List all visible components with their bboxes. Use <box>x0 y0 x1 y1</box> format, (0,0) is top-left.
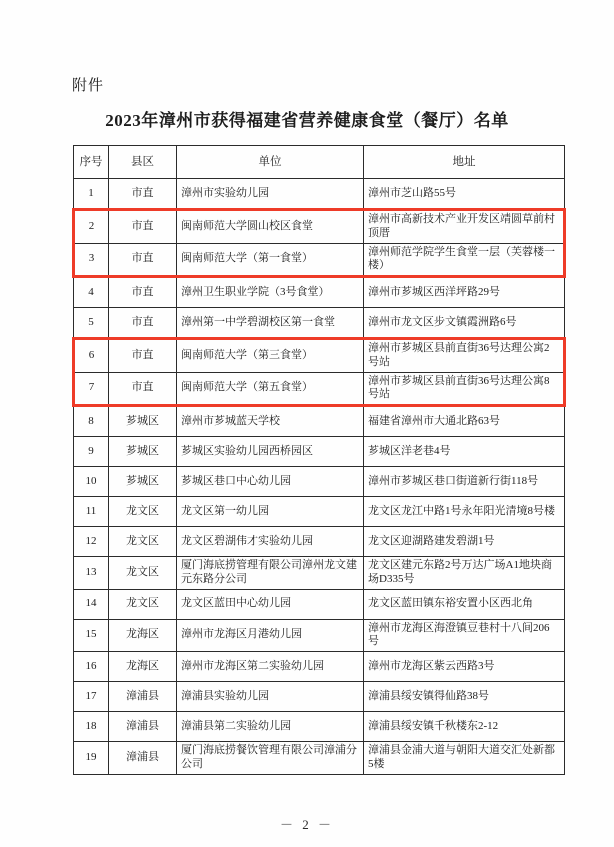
cell-address: 漳州市龙文区步文镇霞洲路6号 <box>364 308 565 339</box>
cell-no: 11 <box>74 497 109 527</box>
cell-no: 3 <box>74 243 109 277</box>
table-body <box>74 179 565 775</box>
cell-no: 12 <box>74 527 109 557</box>
table-row <box>74 437 565 467</box>
cell-unit: 闽南师范大学圆山校区食堂 <box>177 210 364 244</box>
cell-no: 1 <box>74 179 109 210</box>
cell-no: 6 <box>74 339 109 373</box>
column-header-unit: 单位 <box>177 146 364 179</box>
table-row <box>74 589 565 619</box>
cell-district: 漳浦县 <box>109 682 177 712</box>
cell-no: 18 <box>74 712 109 742</box>
cell-address: 龙文区迎湖路建发碧湖1号 <box>364 527 565 557</box>
table-row <box>74 712 565 742</box>
cell-address: 漳浦县绥安镇千秋楼东2-12 <box>364 712 565 742</box>
cell-district: 漳浦县 <box>109 712 177 742</box>
cell-district: 市直 <box>109 308 177 339</box>
cell-district: 市直 <box>109 372 177 406</box>
cell-district: 市直 <box>109 243 177 277</box>
cell-no: 7 <box>74 372 109 406</box>
cell-unit: 龙文区碧湖伟才实验幼儿园 <box>177 527 364 557</box>
cell-address: 福建省漳州市大通北路63号 <box>364 406 565 437</box>
cell-address: 龙文区建元东路2号万达广场A1地块商场D335号 <box>364 557 565 590</box>
cell-address: 龙文区蓝田镇东裕安置小区西北角 <box>364 589 565 619</box>
cell-address: 漳州市芗城区县前直街36号达理公寓2号站 <box>364 339 565 373</box>
cell-district: 龙文区 <box>109 497 177 527</box>
cell-unit: 闽南师范大学（第一食堂） <box>177 243 364 277</box>
cell-unit: 漳州市芗城蓝天学校 <box>177 406 364 437</box>
table-row <box>74 527 565 557</box>
cell-unit: 厦门海底捞餐饮管理有限公司漳浦分公司 <box>177 742 364 775</box>
column-header-no: 序号 <box>74 146 109 179</box>
table-row <box>74 619 565 652</box>
cell-unit: 漳州卫生职业学院（3号食堂） <box>177 277 364 308</box>
cell-no: 5 <box>74 308 109 339</box>
table-row <box>74 467 565 497</box>
cell-no: 9 <box>74 437 109 467</box>
cell-unit: 芗城区实验幼儿园西桥园区 <box>177 437 364 467</box>
cell-address: 漳州市芗城区西洋坪路29号 <box>364 277 565 308</box>
cell-no: 4 <box>74 277 109 308</box>
cell-district: 芗城区 <box>109 437 177 467</box>
page-number: － 2 － <box>279 817 334 832</box>
cell-district: 市直 <box>109 210 177 244</box>
cell-no: 16 <box>74 652 109 682</box>
attachment-label: 附件 <box>72 78 105 94</box>
table-header-row <box>74 146 565 179</box>
cell-address: 漳州市芝山路55号 <box>364 179 565 210</box>
table-row <box>74 372 565 406</box>
cell-district: 龙文区 <box>109 589 177 619</box>
cell-no: 2 <box>74 210 109 244</box>
table-row <box>74 308 565 339</box>
cell-unit: 漳州市龙海区第二实验幼儿园 <box>177 652 364 682</box>
page-title: 2023年漳州市获得福建省营养健康食堂（餐厅）名单 <box>105 111 509 130</box>
cell-district: 市直 <box>109 339 177 373</box>
cell-unit: 厦门海底捞管理有限公司漳州龙文建元东路分公司 <box>177 557 364 590</box>
cell-unit: 漳州第一中学碧湖校区第一食堂 <box>177 308 364 339</box>
column-header-district: 县区 <box>109 146 177 179</box>
cell-district: 龙海区 <box>109 652 177 682</box>
table-row <box>74 742 565 775</box>
cell-address: 漳浦县绥安镇得仙路38号 <box>364 682 565 712</box>
cell-no: 19 <box>74 742 109 775</box>
cell-unit: 闽南师范大学（第五食堂） <box>177 372 364 406</box>
cell-no: 17 <box>74 682 109 712</box>
table-row <box>74 243 565 277</box>
cell-address: 龙文区龙江中路1号永年阳光清境8号楼 <box>364 497 565 527</box>
cell-district: 市直 <box>109 277 177 308</box>
cell-no: 14 <box>74 589 109 619</box>
cell-unit: 龙文区第一幼儿园 <box>177 497 364 527</box>
cell-no: 10 <box>74 467 109 497</box>
table-row <box>74 652 565 682</box>
cell-district: 龙海区 <box>109 619 177 652</box>
cell-no: 15 <box>74 619 109 652</box>
cell-address: 漳州市龙海区海澄镇豆巷村十八间206号 <box>364 619 565 652</box>
cell-unit: 漳州市龙海区月港幼儿园 <box>177 619 364 652</box>
cell-address: 漳州市芗城区县前直街36号达理公寓8号站 <box>364 372 565 406</box>
cell-district: 芗城区 <box>109 406 177 437</box>
canteen-table <box>72 145 566 775</box>
cell-address: 漳州市高新技术产业开发区靖圆草前村顶厝 <box>364 210 565 244</box>
cell-unit: 漳浦县第二实验幼儿园 <box>177 712 364 742</box>
cell-address: 漳浦县金浦大道与朝阳大道交汇处新都5楼 <box>364 742 565 775</box>
cell-unit: 龙文区蓝田中心幼儿园 <box>177 589 364 619</box>
cell-district: 市直 <box>109 179 177 210</box>
cell-address: 芗城区洋老巷4号 <box>364 437 565 467</box>
column-header-address: 地址 <box>364 146 565 179</box>
table-row <box>74 557 565 590</box>
cell-district: 龙文区 <box>109 527 177 557</box>
table-row <box>74 277 565 308</box>
cell-address: 漳州师范学院学生食堂一层（芙蓉楼一楼） <box>364 243 565 277</box>
cell-unit: 闽南师范大学（第三食堂） <box>177 339 364 373</box>
table-row <box>74 210 565 244</box>
cell-unit: 漳浦县实验幼儿园 <box>177 682 364 712</box>
table-row <box>74 497 565 527</box>
table-row <box>74 179 565 210</box>
cell-unit: 漳州市实验幼儿园 <box>177 179 364 210</box>
cell-district: 漳浦县 <box>109 742 177 775</box>
cell-no: 8 <box>74 406 109 437</box>
cell-address: 漳州市芗城区巷口街道新行街118号 <box>364 467 565 497</box>
cell-district: 龙文区 <box>109 557 177 590</box>
table-row <box>74 406 565 437</box>
table-row <box>74 339 565 373</box>
cell-unit: 芗城区巷口中心幼儿园 <box>177 467 364 497</box>
table-row <box>74 682 565 712</box>
cell-district: 芗城区 <box>109 467 177 497</box>
cell-address: 漳州市龙海区紫云西路3号 <box>364 652 565 682</box>
cell-no: 13 <box>74 557 109 590</box>
